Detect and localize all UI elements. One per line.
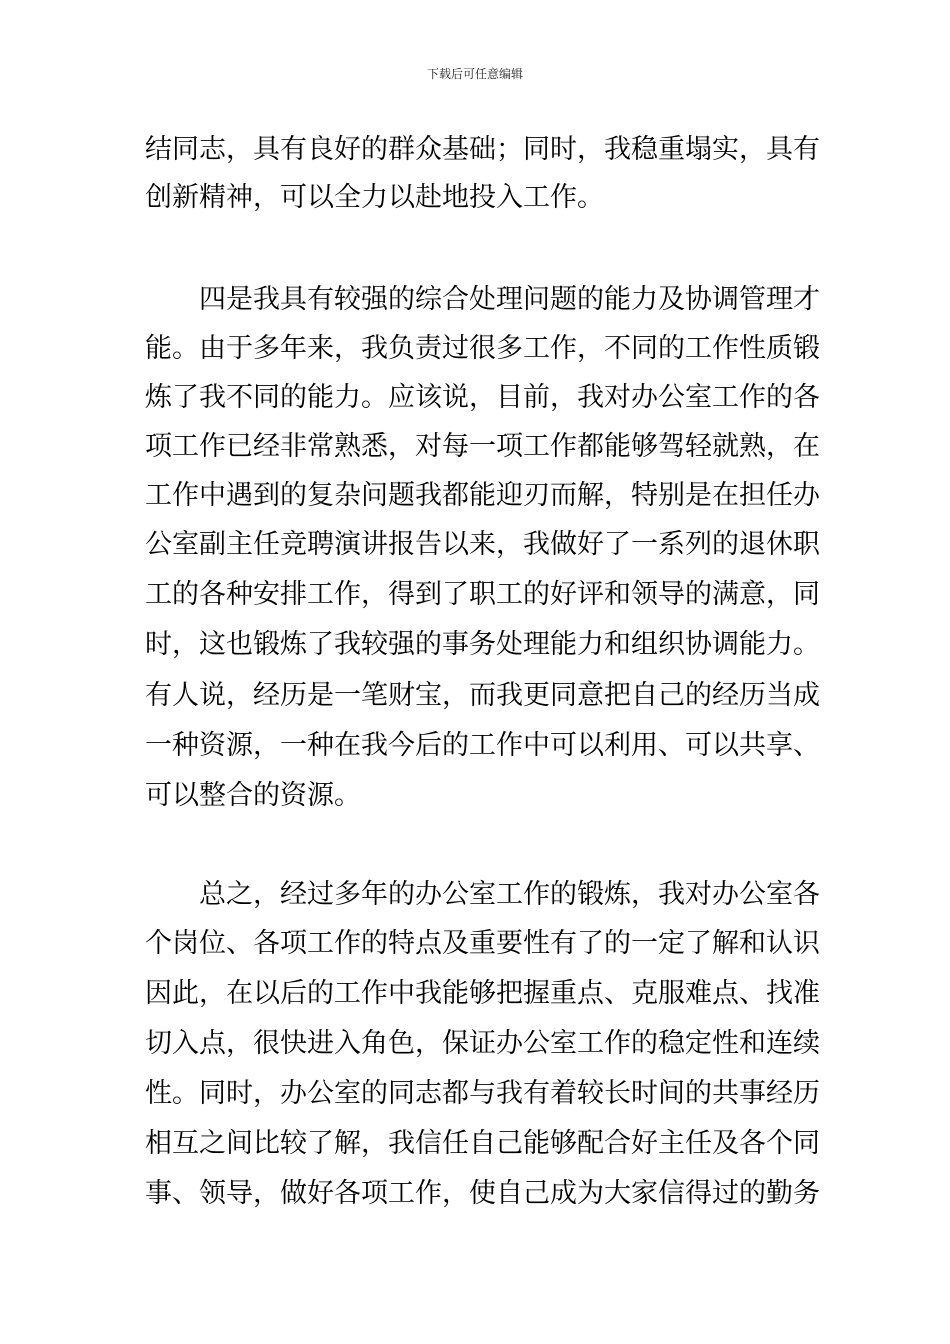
text-line: 公室副主任竞聘演讲报告以来，我做好了一系列的退休职 [145, 529, 820, 560]
text-line: 工的各种安排工作，得到了职工的好评和领导的满意，同 [145, 579, 820, 610]
text-line: 有人说，经历是一笔财宝，而我更同意把自己的经历当成 [145, 680, 820, 711]
text-line: 创新精神，可以全力以赴地投入工作。 [145, 182, 604, 213]
page-header: 下载后可任意编辑 [426, 67, 523, 81]
text-line: 一种资源，一种在我今后的工作中可以利用、可以共享、 [145, 730, 820, 761]
text-line: 可以整合的资源。 [145, 780, 361, 811]
text-line: 炼了我不同的能力。应该说，目前，我对办公室工作的各 [145, 382, 820, 413]
text-line: 项工作已经非常熟悉，对每一项工作都能够驾轻就熟，在 [145, 431, 820, 462]
text-line: 能。由于多年来，我负责过很多工作，不同的工作性质锻 [145, 333, 820, 364]
text-line: 性。同时，办公室的同志都与我有着较长时间的共事经历 [145, 1078, 820, 1109]
text-line: 工作中遇到的复杂问题我都能迎刃而解，特别是在担任办 [145, 480, 820, 511]
text-line: 因此，在以后的工作中我能够把握重点、克服难点、找准 [145, 978, 820, 1009]
text-line: 切入点，很快进入角色，保证办公室工作的稳定性和连续 [145, 1028, 820, 1059]
text-line: 相互之间比较了解，我信任自己能够配合好主任及各个同 [145, 1128, 820, 1159]
text-line: 时，这也锻炼了我较强的事务处理能力和组织协调能力。 [145, 629, 820, 660]
text-line: 结同志，具有良好的群众基础；同时，我稳重塌实，具有 [145, 134, 820, 165]
text-line: 个岗位、各项工作的特点及重要性有了的一定了解和认识 [145, 928, 820, 959]
text-line: 总之，经过多年的办公室工作的锻炼，我对办公室各 [199, 879, 820, 910]
text-line: 事、领导，做好各项工作，使自己成为大家信得过的勤务 [145, 1178, 820, 1209]
text-line: 四是我具有较强的综合处理问题的能力及协调管理才 [199, 284, 820, 315]
